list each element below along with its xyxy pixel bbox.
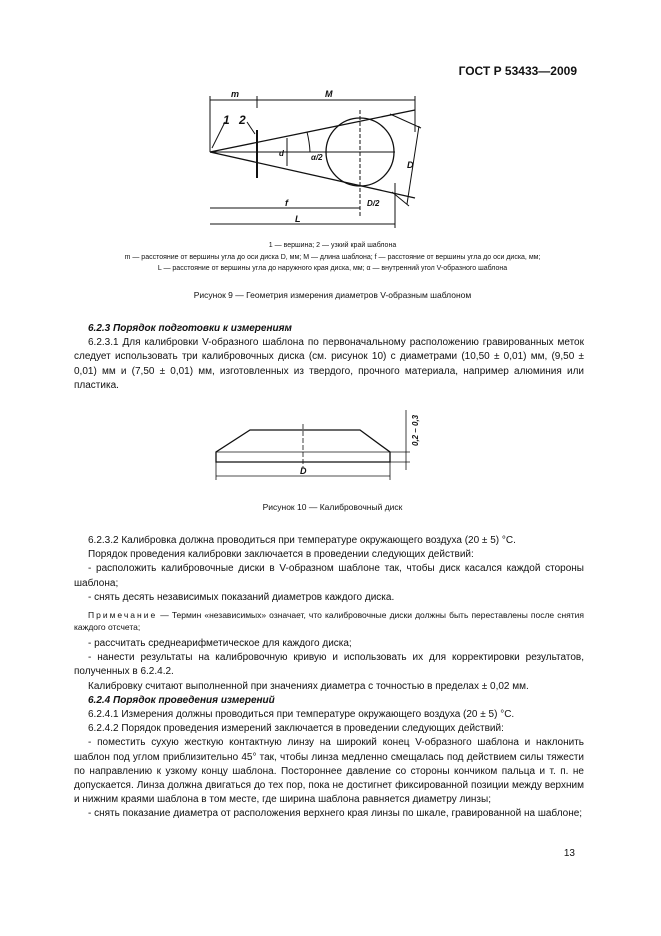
label-d: d [279,149,284,158]
label-D: D [407,160,414,170]
paragraph-6-2-4-2: 6.2.4.2 Порядок проведения измерений заключается в проведении следующих действий: [88,723,504,735]
paragraph-average: - рассчитать среднеарифметическое для каждого диска; [88,638,352,650]
label-2: 2 [239,113,246,127]
label-f: f [285,198,288,208]
paragraph-place-lens: - поместить сухую жесткую контактную линзу на широкий конец V-образного шаблона и наклонить шаблон под углом приблизительно 45° так, чтобы линза медленно смещалась под действием силы тяжести по направлению к узкому концу шаблона. Постороннее давление со стороны кончиком пальца и т. п. не допускается. Линза должна двигаться до тех пор, пока не достигнет фиксированной позиции между верхним и нижним краями шаблона в том месте, где ширина шаблона равняется диаметру линзы; [74,737,584,806]
figure-9-title: Рисунок 9 — Геометрия измерения диаметров V-образным шаблоном [193,290,472,300]
paragraph-calibration-order: Порядок проведения калибровки заключается в проведении следующих действий: [88,549,474,561]
label-D2: D/2 [367,199,380,208]
legend-line-3: L — расстояние от вершины угла до наружного края диска, мм; α — внутренний угол V-образного шаблона [157,265,508,272]
fig10-label-D: D [300,466,307,476]
paragraph-read-diameter: - снять показание диаметра от расположения верхнего края линзы по шкале, гравированной на шаблоне; [88,808,583,820]
legend-line-2: m — расстояние от вершины угла до оси диска D, мм; M — длина шаблона; f — расстояние от вершины угла до оси диска, мм; [124,253,541,261]
figure-9-legend [44,240,621,275]
label-1: 1 [223,113,230,127]
section-6-2-3 [74,322,584,393]
label-M: M [325,89,333,99]
label-L: L [295,214,301,224]
paragraph-calibration-done: Калибровку считают выполненной при значениях диаметра с точностью в пределах ± 0,02 мм. [88,680,529,692]
D-ext-top [390,114,421,128]
figure-10-diagram [210,400,430,490]
document-header: ГОСТ Р 53433—2009 [458,64,577,78]
angle-arc [307,132,310,152]
section-body-2 [74,534,584,822]
paragraph-ten-readings: - снять десять независимых показаний диаметров каждого диска. [88,591,395,603]
label-half-angle: α/2 [311,153,323,162]
figure-10-title: Рисунок 10 — Калибровочный диск [262,502,403,512]
paragraph-6-2-3-1: 6.2.3.1 Для калибровки V-образного шаблона по первоначальному расположению гравированных меток следует использовать три калибровочных диска (см. рисунок 10) с диаметрами (10,50 ± 0,01) мм, (9,50 ± 0,01) мм и (7,50 ± 0,01) мм, изготовленных из твердого, прочного материала, например алюминия или пластика. [74,337,584,391]
figure-9-diagram [195,88,435,232]
note-text: — Термин «независимых» означает, что калибровочные диски должны быть переставлены после снятия каждого отсчета; [74,610,584,633]
figure-10-svg [210,400,430,490]
page-number: 13 [563,848,575,859]
label-m: m [231,89,240,99]
paragraph-6-2-4-1: 6.2.4.1 Измерения должны проводиться при температуре окружающего воздуха (20 ± 5) °С. [88,709,515,721]
paragraph-curve: - нанести результаты на калибровочную кривую и использовать их для корректировки результатов, полученных в 6.2.4.2. [74,652,584,678]
paragraph-place-disks: - расположить калибровочные диски в V-образном шаблоне так, чтобы диск касался каждой стороны шаблона; [74,563,584,589]
heading-6-2-4: 6.2.4 Порядок проведения измерений [88,694,275,706]
note [74,609,584,633]
heading-6-2-3: 6.2.3 Порядок подготовки к измерениям [88,323,292,334]
fig10-label-thickness: 0,2 – 0,3 [411,414,420,446]
note-label: Примечание [88,610,158,621]
paragraph-6-2-3-2: 6.2.3.2 Калибровка должна проводиться при температуре окружающего воздуха (20 ± 5) °С. [88,535,516,546]
figure-9-svg [195,88,435,232]
legend-line-1: 1 — вершина; 2 — узкий край шаблона [268,242,397,249]
leader-2 [247,122,255,134]
